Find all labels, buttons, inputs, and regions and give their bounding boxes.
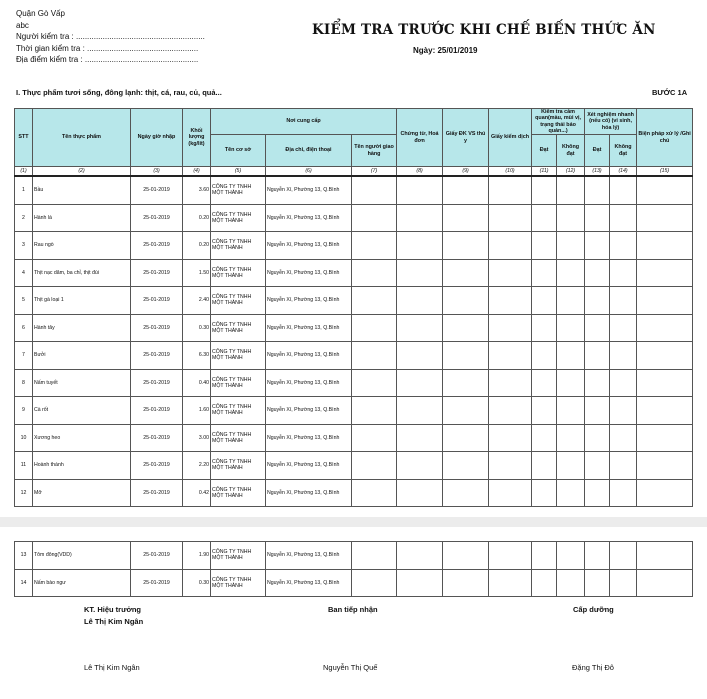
table-row (15, 542, 693, 570)
table-row (15, 569, 693, 597)
sensory-fail-cell (557, 232, 585, 260)
food-cell: Cà rốt (33, 397, 131, 425)
col-number: (15) (637, 167, 693, 177)
stt-cell: 1 (15, 176, 33, 204)
rapid-fail-cell (610, 479, 637, 507)
rapid-pass-cell (585, 479, 610, 507)
inspection-table (14, 108, 693, 507)
address-cell: Nguyễn Xí, Phường 13, Q.Bình (266, 369, 352, 397)
sensory-fail-cell (557, 369, 585, 397)
stt-cell: 3 (15, 232, 33, 260)
measure-cell (637, 452, 693, 480)
food-cell: Nấm tuyết (33, 369, 131, 397)
col-rapid: Xét nghiệm nhanh (nếu có) (vi sinh, hóa lý) (585, 109, 637, 135)
invoice-cell (397, 424, 443, 452)
quarantine-cell (489, 232, 532, 260)
measure-cell (637, 397, 693, 425)
facility-cell: CÔNG TY TNHH MỘT THÀNH (211, 569, 266, 597)
food-cell: Nấm bào ngư (33, 569, 131, 597)
quarantine-cell (489, 397, 532, 425)
food-cell: Bưởi (33, 342, 131, 370)
weight-cell: 1.90 (183, 542, 211, 570)
sensory-fail-cell (557, 542, 585, 570)
rapid-fail-cell (610, 259, 637, 287)
time-cell: 25-01-2019 (131, 397, 183, 425)
time-cell: 25-01-2019 (131, 287, 183, 315)
invoice-cell (397, 452, 443, 480)
address-cell: Nguyễn Xí, Phường 13, Q.Bình (266, 424, 352, 452)
deliverer-cell (352, 479, 397, 507)
weight-cell: 0.30 (183, 569, 211, 597)
col-invoice: Chứng từ, Hoá đơn (397, 109, 443, 167)
unit-label: abc (16, 20, 29, 30)
col-number: (12) (557, 167, 585, 177)
deliverer-cell (352, 232, 397, 260)
address-cell: Nguyễn Xí, Phường 13, Q.Bình (266, 176, 352, 204)
col-sensory-fail: Không đạt (557, 135, 585, 167)
stt-cell: 9 (15, 397, 33, 425)
food-cell: Thịt gà loại 1 (33, 287, 131, 315)
invoice-cell (397, 176, 443, 204)
district-label: Quận Gò Vấp (16, 9, 65, 18)
col-quarantine: Giấy kiểm dịch (489, 109, 532, 167)
facility-cell: CÔNG TY TNHH MỘT THÀNH (211, 287, 266, 315)
vet-cell (443, 369, 489, 397)
food-cell: Hành lá (33, 204, 131, 232)
col-number: (2) (33, 167, 131, 177)
vet-cell (443, 479, 489, 507)
rapid-pass-cell (585, 397, 610, 425)
deliverer-cell (352, 424, 397, 452)
col-sensory-pass: Đạt (532, 135, 557, 167)
address-cell: Nguyễn Xí, Phường 13, Q.Bình (266, 204, 352, 232)
col-number: (13) (585, 167, 610, 177)
sensory-pass-cell (532, 369, 557, 397)
stt-cell: 14 (15, 569, 33, 597)
sensory-pass-cell (532, 424, 557, 452)
address-cell: Nguyễn Xí, Phường 13, Q.Bình (266, 287, 352, 315)
measure-cell (637, 542, 693, 570)
weight-cell: 3.60 (183, 176, 211, 204)
table-row (15, 232, 693, 260)
measure-cell (637, 479, 693, 507)
address-cell: Nguyễn Xí, Phường 13, Q.Bình (266, 479, 352, 507)
sensory-pass-cell (532, 204, 557, 232)
col-weight: Khối lượng (kg/lít) (183, 109, 211, 167)
weight-cell: 3.00 (183, 424, 211, 452)
time-cell: 25-01-2019 (131, 232, 183, 260)
measure-cell (637, 204, 693, 232)
col-number: (5) (211, 167, 266, 177)
food-cell: Thịt nạc dăm, ba chỉ, thịt đùi (33, 259, 131, 287)
invoice-cell (397, 287, 443, 315)
food-cell: Xương heo (33, 424, 131, 452)
address-cell: Nguyễn Xí, Phường 13, Q.Bình (266, 314, 352, 342)
deliverer-cell (352, 397, 397, 425)
rapid-pass-cell (585, 342, 610, 370)
address-cell: Nguyễn Xí, Phường 13, Q.Bình (266, 542, 352, 570)
stt-cell: 10 (15, 424, 33, 452)
stt-cell: 13 (15, 542, 33, 570)
sensory-pass-cell (532, 397, 557, 425)
rapid-pass-cell (585, 259, 610, 287)
sensory-fail-cell (557, 314, 585, 342)
measure-cell (637, 342, 693, 370)
table-header-row (15, 109, 693, 135)
header-info (16, 8, 205, 66)
time-cell: 25-01-2019 (131, 314, 183, 342)
food-cell: Rau ngò (33, 232, 131, 260)
weight-cell: 0.30 (183, 314, 211, 342)
stt-cell: 4 (15, 259, 33, 287)
rapid-pass-cell (585, 424, 610, 452)
deliverer-cell (352, 542, 397, 570)
page-2 (0, 527, 707, 699)
step-label: BƯỚC 1A (652, 88, 688, 97)
sensory-fail-cell (557, 287, 585, 315)
col-number: (1) (15, 167, 33, 177)
vet-cell (443, 204, 489, 232)
address-cell: Nguyễn Xí, Phường 13, Q.Bình (266, 342, 352, 370)
inspector-line: Người kiểm tra : .......................................................... (16, 32, 205, 41)
sensory-fail-cell (557, 479, 585, 507)
deliverer-cell (352, 569, 397, 597)
sensory-pass-cell (532, 232, 557, 260)
sensory-fail-cell (557, 204, 585, 232)
measure-cell (637, 369, 693, 397)
deliverer-cell (352, 369, 397, 397)
food-cell: Mỡ (33, 479, 131, 507)
rapid-pass-cell (585, 542, 610, 570)
weight-cell: 2.40 (183, 287, 211, 315)
col-number: (14) (610, 167, 637, 177)
weight-cell: 0.20 (183, 204, 211, 232)
time-cell: 25-01-2019 (131, 479, 183, 507)
invoice-cell (397, 342, 443, 370)
col-number: (7) (352, 167, 397, 177)
invoice-cell (397, 369, 443, 397)
measure-cell (637, 259, 693, 287)
address-cell: Nguyễn Xí, Phường 13, Q.Bình (266, 397, 352, 425)
col-number: (6) (266, 167, 352, 177)
invoice-cell (397, 259, 443, 287)
weight-cell: 0.20 (183, 232, 211, 260)
table-row (15, 424, 693, 452)
food-cell: Tôm đông(VDD) (33, 542, 131, 570)
sensory-pass-cell (532, 287, 557, 315)
quarantine-cell (489, 369, 532, 397)
facility-cell: CÔNG TY TNHH MỘT THÀNH (211, 479, 266, 507)
column-number-row (15, 167, 693, 177)
vet-cell (443, 232, 489, 260)
col-stt: STT (15, 109, 33, 167)
table-row (15, 479, 693, 507)
time-line: Thời gian kiểm tra : .................................................. (16, 43, 199, 53)
deliverer-cell (352, 342, 397, 370)
stt-cell: 6 (15, 314, 33, 342)
vet-cell (443, 176, 489, 204)
table-row (15, 259, 693, 287)
principal-name: Lê Thị Kim Ngân (84, 663, 140, 672)
sensory-pass-cell (532, 314, 557, 342)
rapid-fail-cell (610, 397, 637, 425)
weight-cell: 0.42 (183, 479, 211, 507)
table-row (15, 369, 693, 397)
cook-name: Đặng Thị Đô (572, 663, 614, 672)
sensory-fail-cell (557, 259, 585, 287)
time-cell: 25-01-2019 (131, 204, 183, 232)
table-row (15, 176, 693, 204)
facility-cell: CÔNG TY TNHH MỘT THÀNH (211, 542, 266, 570)
table-row (15, 204, 693, 232)
quarantine-cell (489, 542, 532, 570)
col-number: (3) (131, 167, 183, 177)
section-heading: I. Thực phẩm tươi sống, đông lạnh: thịt, cá, rau, củ, quả... (16, 88, 222, 97)
measure-cell (637, 176, 693, 204)
weight-cell: 1.60 (183, 397, 211, 425)
quarantine-cell (489, 259, 532, 287)
col-rapid-fail: Không đạt (610, 135, 637, 167)
vet-cell (443, 342, 489, 370)
time-cell: 25-01-2019 (131, 452, 183, 480)
sensory-pass-cell (532, 342, 557, 370)
facility-cell: CÔNG TY TNHH MỘT THÀNH (211, 314, 266, 342)
time-cell: 25-01-2019 (131, 342, 183, 370)
stt-cell: 12 (15, 479, 33, 507)
sensory-fail-cell (557, 569, 585, 597)
receiver-title: Ban tiếp nhận (328, 605, 378, 614)
col-vet: Giấy ĐK VS thú y (443, 109, 489, 167)
table-row (15, 452, 693, 480)
sensory-pass-cell (532, 479, 557, 507)
facility-cell: CÔNG TY TNHH MỘT THÀNH (211, 176, 266, 204)
vet-cell (443, 397, 489, 425)
vet-cell (443, 259, 489, 287)
deliverer-cell (352, 452, 397, 480)
invoice-cell (397, 479, 443, 507)
col-sensory: Kiểm tra cảm quan(màu, mùi vị, trạng thái bảo quản...) (532, 109, 585, 135)
address-cell: Nguyễn Xí, Phường 13, Q.Bình (266, 232, 352, 260)
rapid-pass-cell (585, 232, 610, 260)
sensory-pass-cell (532, 176, 557, 204)
col-food: Tên thực phẩm (33, 109, 131, 167)
rapid-fail-cell (610, 232, 637, 260)
col-deliverer: Tên người giao hàng (352, 135, 397, 167)
rapid-fail-cell (610, 287, 637, 315)
table-row (15, 287, 693, 315)
address-cell: Nguyễn Xí, Phường 13, Q.Bình (266, 259, 352, 287)
rapid-fail-cell (610, 204, 637, 232)
rapid-fail-cell (610, 314, 637, 342)
quarantine-cell (489, 424, 532, 452)
rapid-pass-cell (585, 287, 610, 315)
facility-cell: CÔNG TY TNHH MỘT THÀNH (211, 452, 266, 480)
facility-cell: CÔNG TY TNHH MỘT THÀNH (211, 342, 266, 370)
stt-cell: 7 (15, 342, 33, 370)
col-address: Địa chỉ, điện thoại (266, 135, 352, 167)
measure-cell (637, 314, 693, 342)
sensory-fail-cell (557, 176, 585, 204)
col-facility: Tên cơ sở (211, 135, 266, 167)
rapid-fail-cell (610, 569, 637, 597)
table-row (15, 314, 693, 342)
rapid-pass-cell (585, 369, 610, 397)
deliverer-cell (352, 176, 397, 204)
col-number: (8) (397, 167, 443, 177)
deliverer-cell (352, 259, 397, 287)
address-cell: Nguyễn Xí, Phường 13, Q.Bình (266, 452, 352, 480)
vet-cell (443, 569, 489, 597)
weight-cell: 2.20 (183, 452, 211, 480)
quarantine-cell (489, 452, 532, 480)
measure-cell (637, 424, 693, 452)
place-line: Địa điểm kiểm tra : ................................................... (16, 55, 199, 64)
invoice-cell (397, 569, 443, 597)
rapid-fail-cell (610, 176, 637, 204)
measure-cell (637, 232, 693, 260)
sensory-fail-cell (557, 452, 585, 480)
measure-cell (637, 287, 693, 315)
deliverer-cell (352, 204, 397, 232)
report-date: Ngày: 25/01/2019 (413, 46, 478, 55)
quarantine-cell (489, 479, 532, 507)
rapid-pass-cell (585, 176, 610, 204)
invoice-cell (397, 542, 443, 570)
sensory-pass-cell (532, 259, 557, 287)
food-cell: Hành tây (33, 314, 131, 342)
vet-cell (443, 542, 489, 570)
vet-cell (443, 314, 489, 342)
inspection-table-continued (14, 541, 693, 597)
col-number: (11) (532, 167, 557, 177)
rapid-pass-cell (585, 314, 610, 342)
weight-cell: 6.30 (183, 342, 211, 370)
invoice-cell (397, 314, 443, 342)
sensory-fail-cell (557, 424, 585, 452)
facility-cell: CÔNG TY TNHH MỘT THÀNH (211, 204, 266, 232)
stt-cell: 11 (15, 452, 33, 480)
rapid-pass-cell (585, 569, 610, 597)
col-rapid-pass: Đạt (585, 135, 610, 167)
food-cell: Hoành thánh (33, 452, 131, 480)
col-measure: Biện pháp xử lý /Ghi chú (637, 109, 693, 167)
address-cell: Nguyễn Xí, Phường 13, Q.Bình (266, 569, 352, 597)
weight-cell: 1.50 (183, 259, 211, 287)
stt-cell: 8 (15, 369, 33, 397)
food-cell: Bầu (33, 176, 131, 204)
time-cell: 25-01-2019 (131, 176, 183, 204)
rapid-pass-cell (585, 204, 610, 232)
measure-cell (637, 569, 693, 597)
col-time: Ngày giờ nhập (131, 109, 183, 167)
page-title: KIỂM TRA TRƯỚC KHI CHẾ BIẾN THỨC ĂN (312, 22, 656, 38)
stt-cell: 2 (15, 204, 33, 232)
sensory-pass-cell (532, 569, 557, 597)
facility-cell: CÔNG TY TNHH MỘT THÀNH (211, 424, 266, 452)
col-number: (10) (489, 167, 532, 177)
invoice-cell (397, 397, 443, 425)
time-cell: 25-01-2019 (131, 259, 183, 287)
weight-cell: 0.40 (183, 369, 211, 397)
receiver-name: Nguyễn Thị Quế (323, 663, 378, 672)
cook-title: Cấp dưỡng (573, 605, 614, 614)
quarantine-cell (489, 569, 532, 597)
rapid-fail-cell (610, 542, 637, 570)
table-row (15, 342, 693, 370)
invoice-cell (397, 232, 443, 260)
quarantine-cell (489, 342, 532, 370)
quarantine-cell (489, 314, 532, 342)
invoice-cell (397, 204, 443, 232)
quarantine-cell (489, 287, 532, 315)
quarantine-cell (489, 176, 532, 204)
time-cell: 25-01-2019 (131, 569, 183, 597)
stt-cell: 5 (15, 287, 33, 315)
deliverer-cell (352, 314, 397, 342)
facility-cell: CÔNG TY TNHH MỘT THÀNH (211, 397, 266, 425)
col-number: (4) (183, 167, 211, 177)
deliverer-cell (352, 287, 397, 315)
rapid-fail-cell (610, 369, 637, 397)
rapid-fail-cell (610, 452, 637, 480)
sensory-pass-cell (532, 452, 557, 480)
sensory-fail-cell (557, 342, 585, 370)
sensory-fail-cell (557, 397, 585, 425)
principal-title: KT. Hiệu trưởng (84, 605, 142, 614)
facility-cell: CÔNG TY TNHH MỘT THÀNH (211, 369, 266, 397)
rapid-pass-cell (585, 452, 610, 480)
facility-cell: CÔNG TY TNHH MỘT THÀNH (211, 259, 266, 287)
principal-subtitle: Lê Thị Kim Ngân (84, 617, 144, 626)
time-cell: 25-01-2019 (131, 369, 183, 397)
time-cell: 25-01-2019 (131, 542, 183, 570)
rapid-fail-cell (610, 342, 637, 370)
vet-cell (443, 452, 489, 480)
col-supplier-group: Nơi cung cấp (211, 109, 397, 135)
quarantine-cell (489, 204, 532, 232)
vet-cell (443, 424, 489, 452)
col-number: (9) (443, 167, 489, 177)
facility-cell: CÔNG TY TNHH MỘT THÀNH (211, 232, 266, 260)
table-row (15, 397, 693, 425)
sensory-pass-cell (532, 542, 557, 570)
vet-cell (443, 287, 489, 315)
time-cell: 25-01-2019 (131, 424, 183, 452)
rapid-fail-cell (610, 424, 637, 452)
